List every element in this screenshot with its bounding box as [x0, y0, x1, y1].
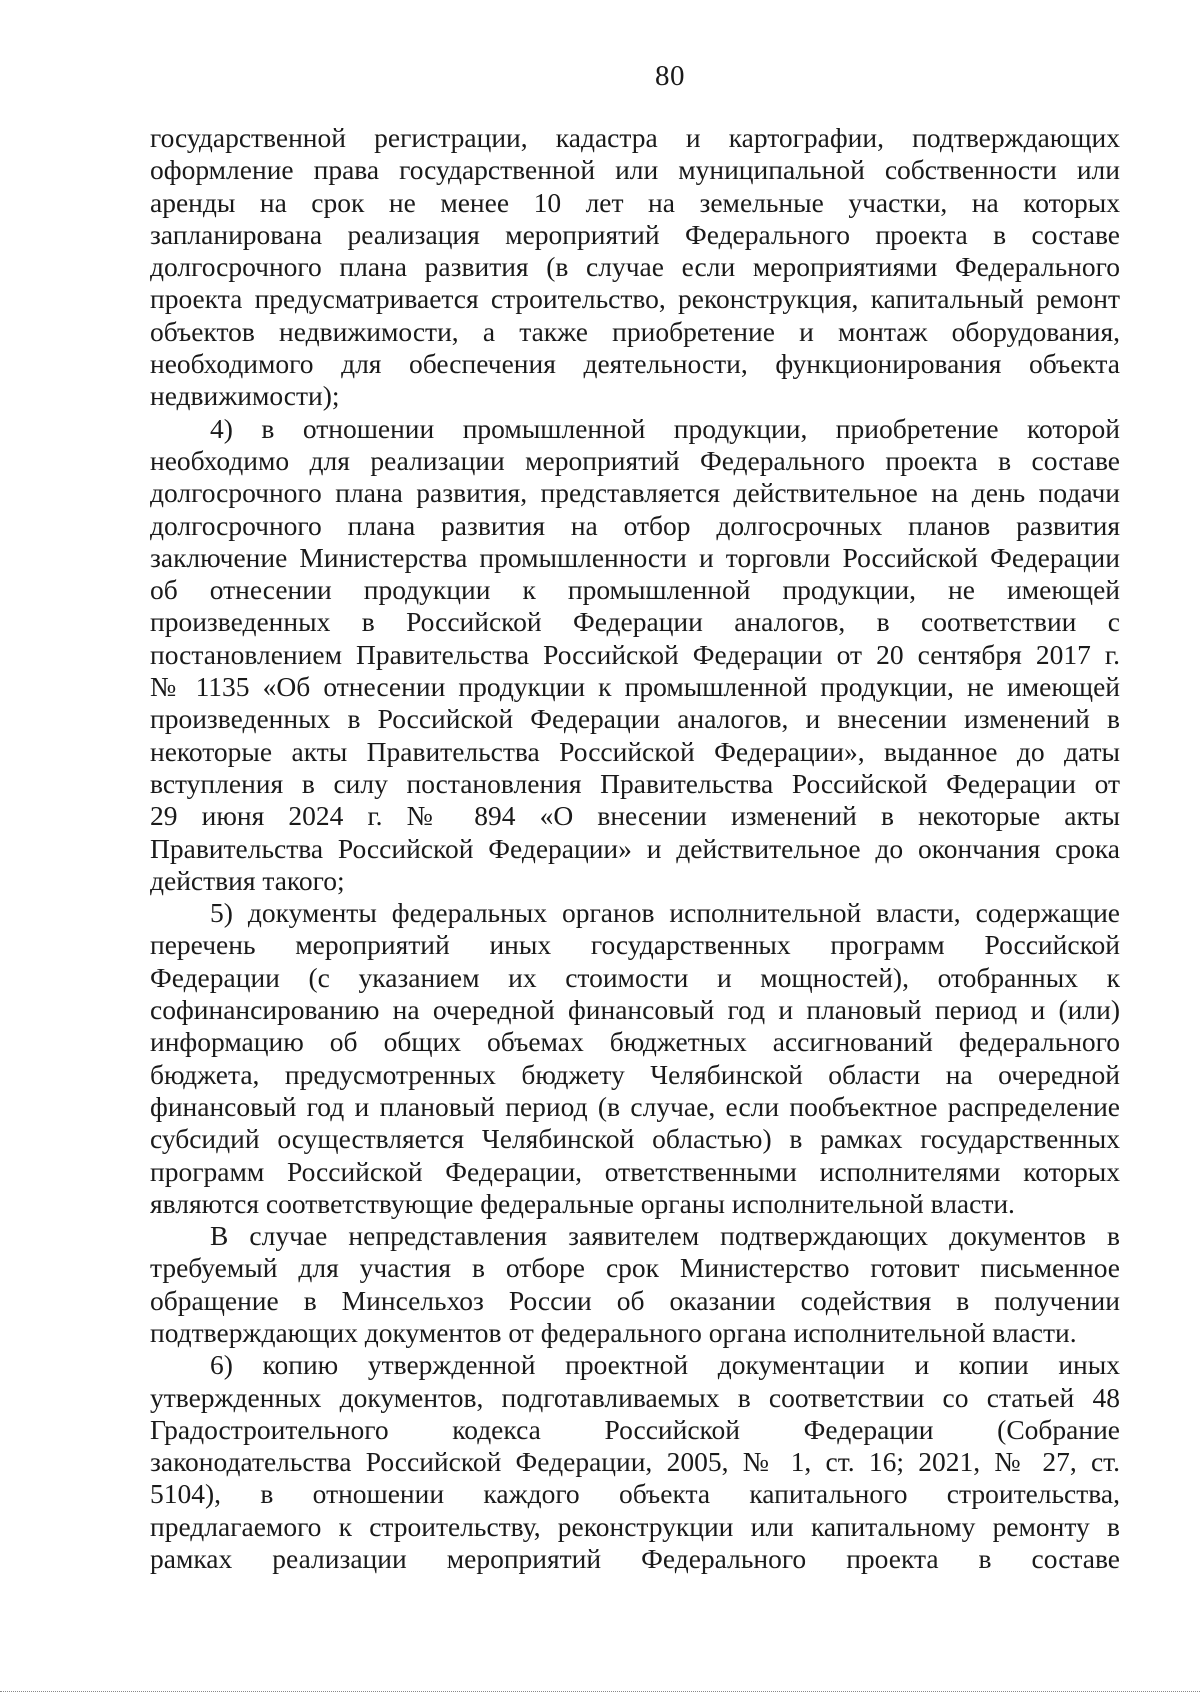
- text-line: информацию об общих объемах бюджетных ассигнований федерального: [150, 1026, 1120, 1058]
- text-line: об отнесении продукции к промышленной продукции, не имеющей: [150, 574, 1120, 606]
- text-line: Градостроительного кодекса Российской Федерации (Собрание: [150, 1413, 1120, 1445]
- text-line: требуемый для участия в отборе срок Министерство готовит письменное: [150, 1252, 1120, 1284]
- text-line: обращение в Минсельхоз России об оказании содействия в получении: [150, 1284, 1120, 1316]
- text-line: Правительства Российской Федерации» и действительное до окончания срока: [150, 832, 1120, 864]
- text-line: государственной регистрации, кадастра и картографии, подтверждающих: [150, 122, 1120, 153]
- text-line: 5) документы федеральных органов исполнительной власти, содержащие: [210, 897, 1120, 929]
- text-line: необходимо для реализации мероприятий Федерального проекта в составе: [150, 444, 1120, 476]
- paragraph-item-5: [150, 897, 1120, 1220]
- text-line: произведенных в Российской Федерации аналогов, и внесении изменений в: [150, 703, 1120, 735]
- text-line: долгосрочного плана развития (в случае если мероприятиями Федерального: [150, 251, 1120, 283]
- text-line: программ Российской Федерации, ответственными исполнителями которых: [150, 1155, 1120, 1187]
- text-line: софинансированию на очередной финансовый год и плановый период и (или): [150, 994, 1120, 1026]
- paragraph-continuation: [150, 122, 1120, 413]
- page-number: 80: [655, 60, 685, 92]
- document-body: [150, 122, 1120, 1575]
- text-line: законодательства Российской Федерации, 2005, № 1, ст. 16; 2021, № 27, ст.: [150, 1446, 1120, 1478]
- text-line: аренды на срок не менее 10 лет на земельные участки, на которых: [150, 186, 1120, 218]
- paragraph-item-6: [150, 1349, 1120, 1575]
- text-line: 4) в отношении промышленной продукции, приобретение которой: [210, 412, 1120, 444]
- text-line: предлагаемого к строительству, реконструкции или капитальному ремонту в: [150, 1510, 1120, 1542]
- text-line: долгосрочного плана развития на отбор долгосрочных планов развития: [150, 509, 1120, 541]
- text-line: подтверждающих документов от федерального органа исполнительной власти.: [150, 1316, 1077, 1348]
- text-line: необходимого для обеспечения деятельности, функционирования объекта: [150, 348, 1120, 380]
- text-line: долгосрочного плана развития, представляется действительное на день подачи: [150, 477, 1120, 509]
- text-line: Федерации (с указанием их стоимости и мощностей), отобранных к: [150, 961, 1120, 993]
- scan-edge-divider: [0, 1691, 1200, 1692]
- text-line: перечень мероприятий иных государственных программ Российской: [150, 929, 1120, 961]
- text-line: финансовый год и плановый период (в случае, если пообъектное распределение: [150, 1090, 1120, 1122]
- text-line: бюджета, предусмотренных бюджету Челябинской области на очередной: [150, 1058, 1120, 1090]
- text-line: 6) копию утвержденной проектной документации и копии иных: [210, 1349, 1120, 1381]
- text-line: оформление права государственной или муниципальной собственности или: [150, 154, 1120, 186]
- text-line: рамках реализации мероприятий Федерального проекта в составе: [150, 1543, 1120, 1575]
- text-line: вступления в силу постановления Правительства Российской Федерации от: [150, 767, 1120, 799]
- text-line: некоторые акты Правительства Российской Федерации», выданное до даты: [150, 735, 1120, 767]
- text-line: 5104), в отношении каждого объекта капитального строительства,: [150, 1478, 1120, 1510]
- text-line: произведенных в Российской Федерации аналогов, в соответствии с: [150, 606, 1120, 638]
- text-line: В случае непредставления заявителем подтверждающих документов в: [210, 1220, 1120, 1252]
- text-line: действия такого;: [150, 864, 345, 896]
- text-line: недвижимости);: [150, 380, 340, 412]
- text-line: объектов недвижимости, а также приобретение и монтаж оборудования,: [150, 315, 1120, 347]
- text-line: № 1135 «Об отнесении продукции к промышленной продукции, не имеющей: [150, 671, 1120, 703]
- text-line: являются соответствующие федеральные органы исполнительной власти.: [150, 1187, 1015, 1219]
- text-line: 29 июня 2024 г. № 894 «О внесении изменений в некоторые акты: [150, 800, 1120, 832]
- text-line: проекта предусматривается строительство, реконструкция, капитальный ремонт: [150, 283, 1120, 315]
- paragraph-non-submission: [150, 1220, 1120, 1349]
- text-line: постановлением Правительства Российской Федерации от 20 сентября 2017 г.: [150, 638, 1120, 670]
- text-line: субсидий осуществляется Челябинской областью) в рамках государственных: [150, 1123, 1120, 1155]
- text-line: запланирована реализация мероприятий Федерального проекта в составе: [150, 218, 1120, 250]
- text-line: заключение Министерства промышленности и торговли Российской Федерации: [150, 541, 1120, 573]
- text-line: утвержденных документов, подготавливаемых в соответствии со статьей 48: [150, 1381, 1120, 1413]
- paragraph-item-4: [150, 413, 1120, 897]
